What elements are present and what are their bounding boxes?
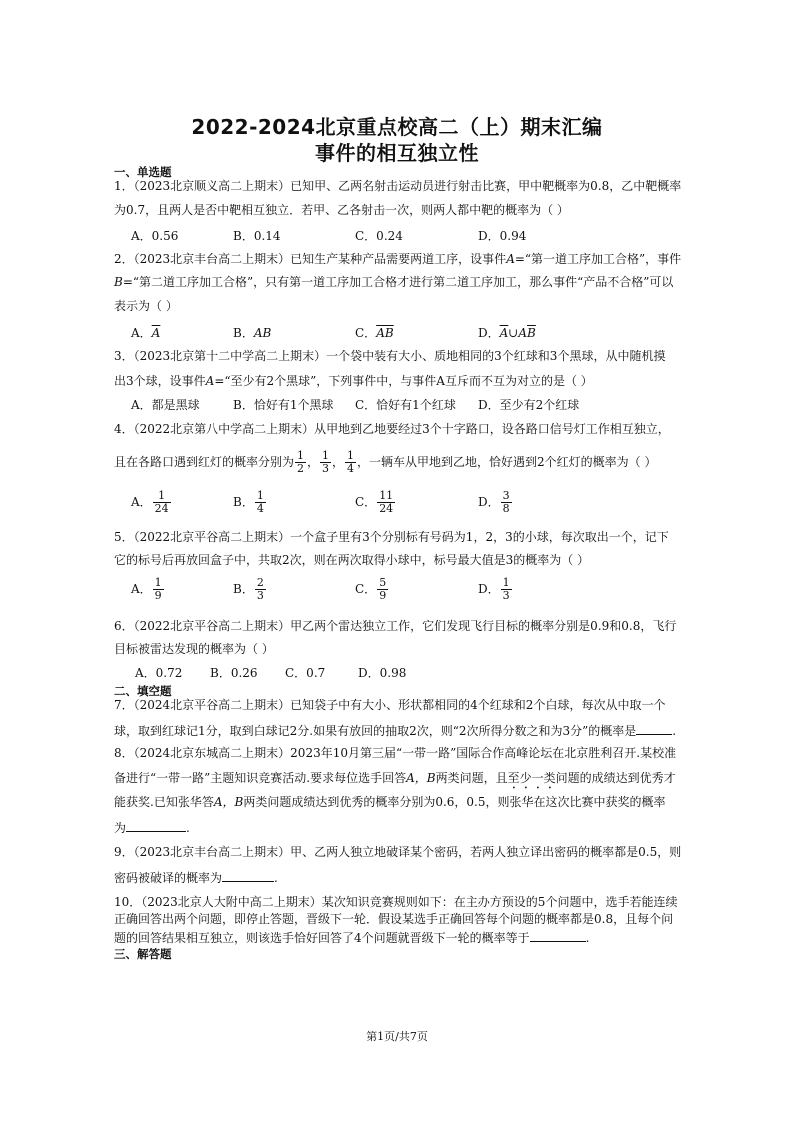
q5-line1: 5．（2022北京平谷高二上期末）一个盒子里有3个分别标有号码为1，2，3的小球，每次取出一个，记下 [114,530,669,544]
q8-line1: 8．（2024北京东城高二上期末）2023年10月第三届“一带一路”国际合作高峰论坛在北京胜利召开.某校准 [114,746,677,760]
answer-blank [222,869,274,882]
q2-line3: 表示为（ ） [114,299,178,313]
q2-line1: 2．（2023北京丰台高二上期末）已知生产某种产品需要两道工序，设事件A=“第一道工序加工合格”，事件 [114,252,682,266]
q2-option-a: A．$\overline{A}$ [131,326,161,340]
answer-blank [126,819,186,832]
q3-option-c: C．恰好有1个红球 [355,398,456,412]
q2-line2: B=“第二道工序加工合格”，只有第一道工序加工合格才进行第二道工序加工，那么事件“产品不合格”可以 [114,275,674,289]
q8-line4: 为 . [114,821,190,835]
section-heading-fill-blank: 二、填空题 [114,684,172,698]
q1-line2: 为0.7，且两人是否中靶相互独立．若甲、乙各射击一次，则两人都中靶的概率为（ ） [114,203,569,217]
q1-line1: 1．（2023北京顺义高二上期末）已知甲、乙两名射击运动员进行射击比赛，甲中靶概率为0.8，乙中靶概率 [114,179,682,193]
answer-blank [530,929,586,942]
q5-option-d: D． $\frac{1}{3}$ [478,576,510,602]
page-subtitle: 事件的相互独立性 [315,141,479,165]
answer-blank [636,722,672,735]
q4-option-b: B． $\frac{1}{4}$ [233,489,264,515]
q6-line1: 6．（2022北京平谷高二上期末）甲乙两个雷达独立工作，它们发现飞行目标的概率分别是0.9和0.8，飞行 [114,619,677,633]
q6-line2: 目标被雷达发现的概率为（ ） [114,642,274,656]
q5-option-b: B． $\frac{2}{3}$ [233,576,264,602]
q6-option-b: B．0.26 [210,666,258,680]
q7-line2: 球，取到红球记1分，取到白球记2分.如果有放回的抽取2次，则“2次所得分数之和为3分”的概率是 . [114,724,677,738]
q9-line1: 9．（2023北京丰台高二上期末）甲、乙两人独立地破译某个密码，若两人独立译出密码的概率都是0.5，则 [114,845,682,859]
q5-line2: 它的标号后再放回盒子中，共取2次，则在两次取得小球中，标号最大值是3的概率为（ ） [114,553,590,567]
q2-option-b: B．AB [233,326,272,340]
q8-line2: 备进行“一带一路”主题知识竞赛活动.要求每位选手回答A，B两类问题，且至少一类问题的成绩达到优秀才 [114,771,676,785]
q2-option-d: D．$\overline{A}\cup A\overline{B}$ [478,326,536,340]
q6-option-c: C．0.7 [285,666,326,680]
q10-line2: 正确回答出两个问题，即停止答题，晋级下一轮．假设某选手正确回答每个问题的概率都是0.8，且每个问 [114,912,674,926]
q5-option-c: C． $\frac{5}{9}$ [355,576,387,602]
q2-option-c: C．$\overline{AB}$ [355,326,394,340]
q3-line1: 3．（2023北京第十二中学高二上期末）一个袋中装有大小、质地相同的3个红球和3个黑球，从中随机摸 [114,349,666,363]
q10-line3: 题的回答结果相互独立，则该选手恰好回答了4个问题就晋级下一轮的概率等于 . [114,931,590,945]
q3-option-b: B．恰好有1个黑球 [233,398,334,412]
q8-line3: 能获奖.已知张华答A，B两类问题成绩达到优秀的概率分别为0.6，0.5，则张华在这次比赛中获奖的概率 [114,795,666,809]
q7-line1: 7．（2024北京平谷高二上期末）已知袋子中有大小、形状都相同的4个红球和2个白球，每次从中取一个 [114,698,666,712]
q4-option-c: C． $\frac{11}{24}$ [355,489,394,515]
q4-line1: 4．（2022北京第八中学高二上期末）从甲地到乙地要经过3个十字路口，设各路口信号灯工作相互独立， [114,422,670,436]
q6-option-d: D．0.98 [358,666,407,680]
q5-option-a: A． $\frac{1}{9}$ [131,576,162,602]
fraction: $\frac{1}{3}$ [322,449,330,475]
q6-option-a: A．0.72 [135,666,183,680]
page-footer: 第1页/共7页 [366,1030,428,1043]
q3-option-a: A．都是黑球 [131,398,200,412]
fraction: $\frac{1}{4}$ [347,449,355,475]
q1-option-b: B．0.14 [233,229,281,243]
q1-option-a: A．0.56 [131,229,179,243]
section-heading-single-choice: 一、单选题 [114,165,172,179]
q1-option-d: D．0.94 [478,229,527,243]
q3-option-d: D．至少有2个红球 [478,398,580,412]
q10-line1: 10．（2023北京人大附中高二上期末）某次知识竞赛规则如下：在主办方预设的5个问题中，选手若能连续 [114,895,678,909]
fraction: $\frac{1}{2}$ [297,449,305,475]
page-title: 2022-2024北京重点校高二（上）期末汇编 [191,115,603,139]
q1-option-c: C．0.24 [355,229,403,243]
q4-option-d: D． $\frac{3}{8}$ [478,489,510,515]
q3-line2: 出3个球，设事件A=“至少有2个黑球”，下列事件中，与事件A互斥而不互为对立的是（ ） [114,374,593,388]
q9-line2: 密码被破译的概率为 . [114,871,278,885]
section-heading-solution: 三、解答题 [114,947,172,961]
q4-option-a: A． $\frac{1}{24}$ [131,489,169,515]
q4-line2: 且在各路口遇到红灯的概率分别为 $\frac{1}{2}$ ， $\frac{1}{3}$ ， $\frac{1}{4}$ ，一辆车从甲地到乙地，恰好遇到2个红灯的概率为（ ） [114,449,657,475]
